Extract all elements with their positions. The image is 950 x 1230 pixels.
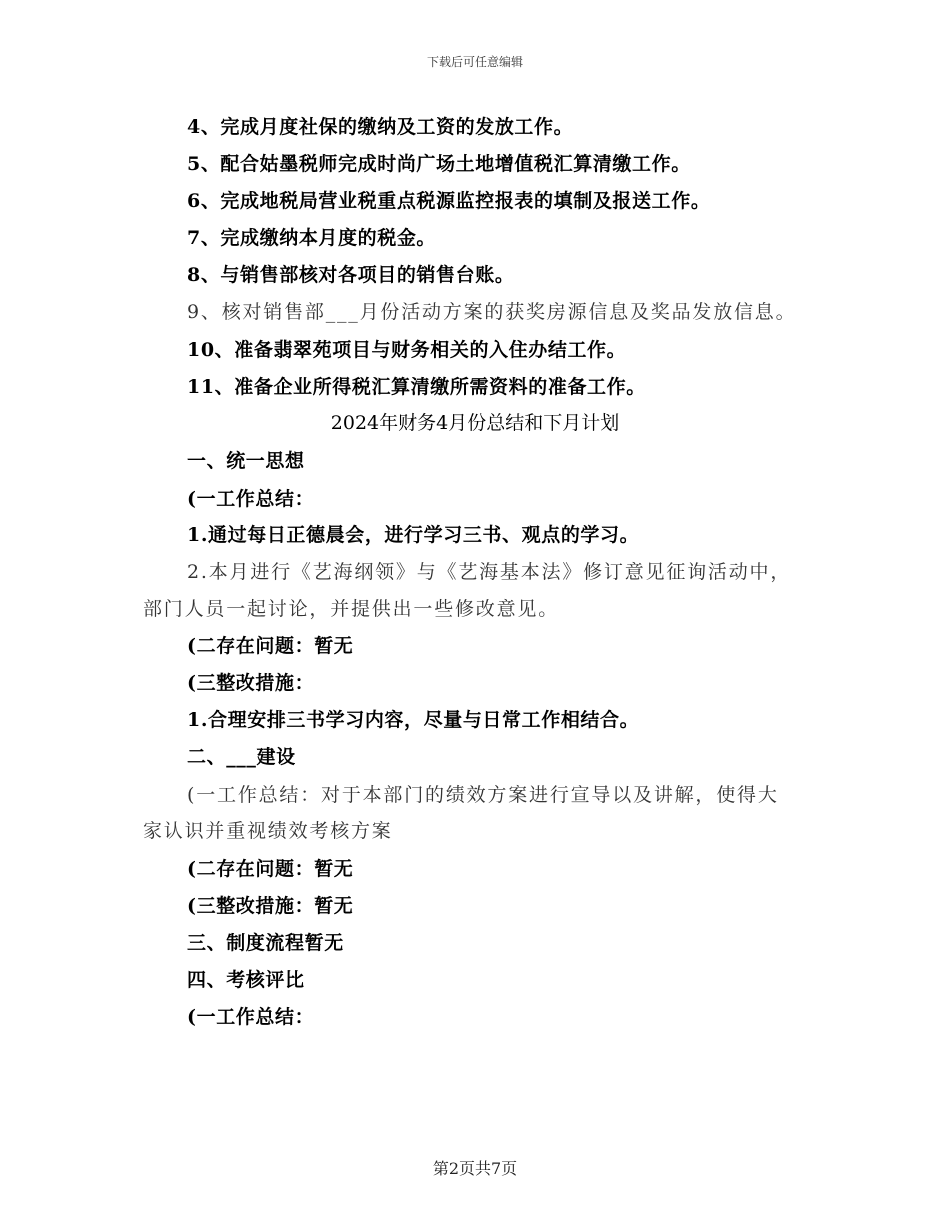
list-item: 9、核对销售部___月份活动方案的获奖房源信息及奖品发放信息。	[187, 301, 797, 323]
heading: 三、制度流程暂无	[187, 932, 344, 954]
paragraph: 1.合理安排三书学习内容，尽量与日常工作相结合。	[187, 709, 640, 731]
list-item: 8、与销售部核对各项目的销售台账。	[187, 264, 515, 286]
subheading: (二存在问题：暂无	[187, 635, 354, 657]
subheading: (一工作总结：	[187, 1006, 315, 1028]
list-item: 6、完成地税局营业税重点税源监控报表的填制及报送工作。	[187, 190, 711, 212]
paragraph: 2.本月进行《艺海纲领》与《艺海基本法》修订意见征询活动中，	[187, 561, 792, 583]
page-header-note: 下载后可任意编辑	[426, 55, 523, 69]
list-item: 11、准备企业所得税汇算清缴所需资料的准备工作。	[187, 376, 646, 398]
subheading: (一工作总结：	[187, 488, 315, 510]
heading: 二、___建设	[187, 746, 296, 768]
paragraph: (一工作总结：对于本部门的绩效方案进行宣导以及讲解，使得大	[187, 784, 779, 806]
paragraph-continuation: 部门人员一起讨论，并提供出一些修改意见。	[143, 598, 560, 620]
list-item: 4、完成月度社保的缴纳及工资的发放工作。	[187, 116, 574, 138]
subheading: (三整改措施：	[187, 672, 315, 694]
list-item: 5、配合姑墨税师完成时尚广场土地增值税汇算清缴工作。	[187, 153, 691, 175]
list-item: 10、准备翡翠苑项目与财务相关的入住办结工作。	[187, 339, 627, 361]
heading: 四、考核评比	[187, 969, 305, 991]
heading: 一、统一思想	[187, 450, 305, 472]
list-item: 7、完成缴纳本月度的税金。	[187, 227, 437, 249]
subheading: (二存在问题：暂无	[187, 858, 354, 880]
subheading: (三整改措施：暂无	[187, 895, 354, 917]
paragraph: 1.通过每日正德晨会，进行学习三书、观点的学习。	[187, 524, 640, 546]
section-title: 2024年财务4月份总结和下月计划	[330, 412, 620, 434]
paragraph-continuation: 家认识并重视绩效考核方案	[143, 820, 393, 842]
page-number: 第2页共7页	[432, 1159, 518, 1178]
